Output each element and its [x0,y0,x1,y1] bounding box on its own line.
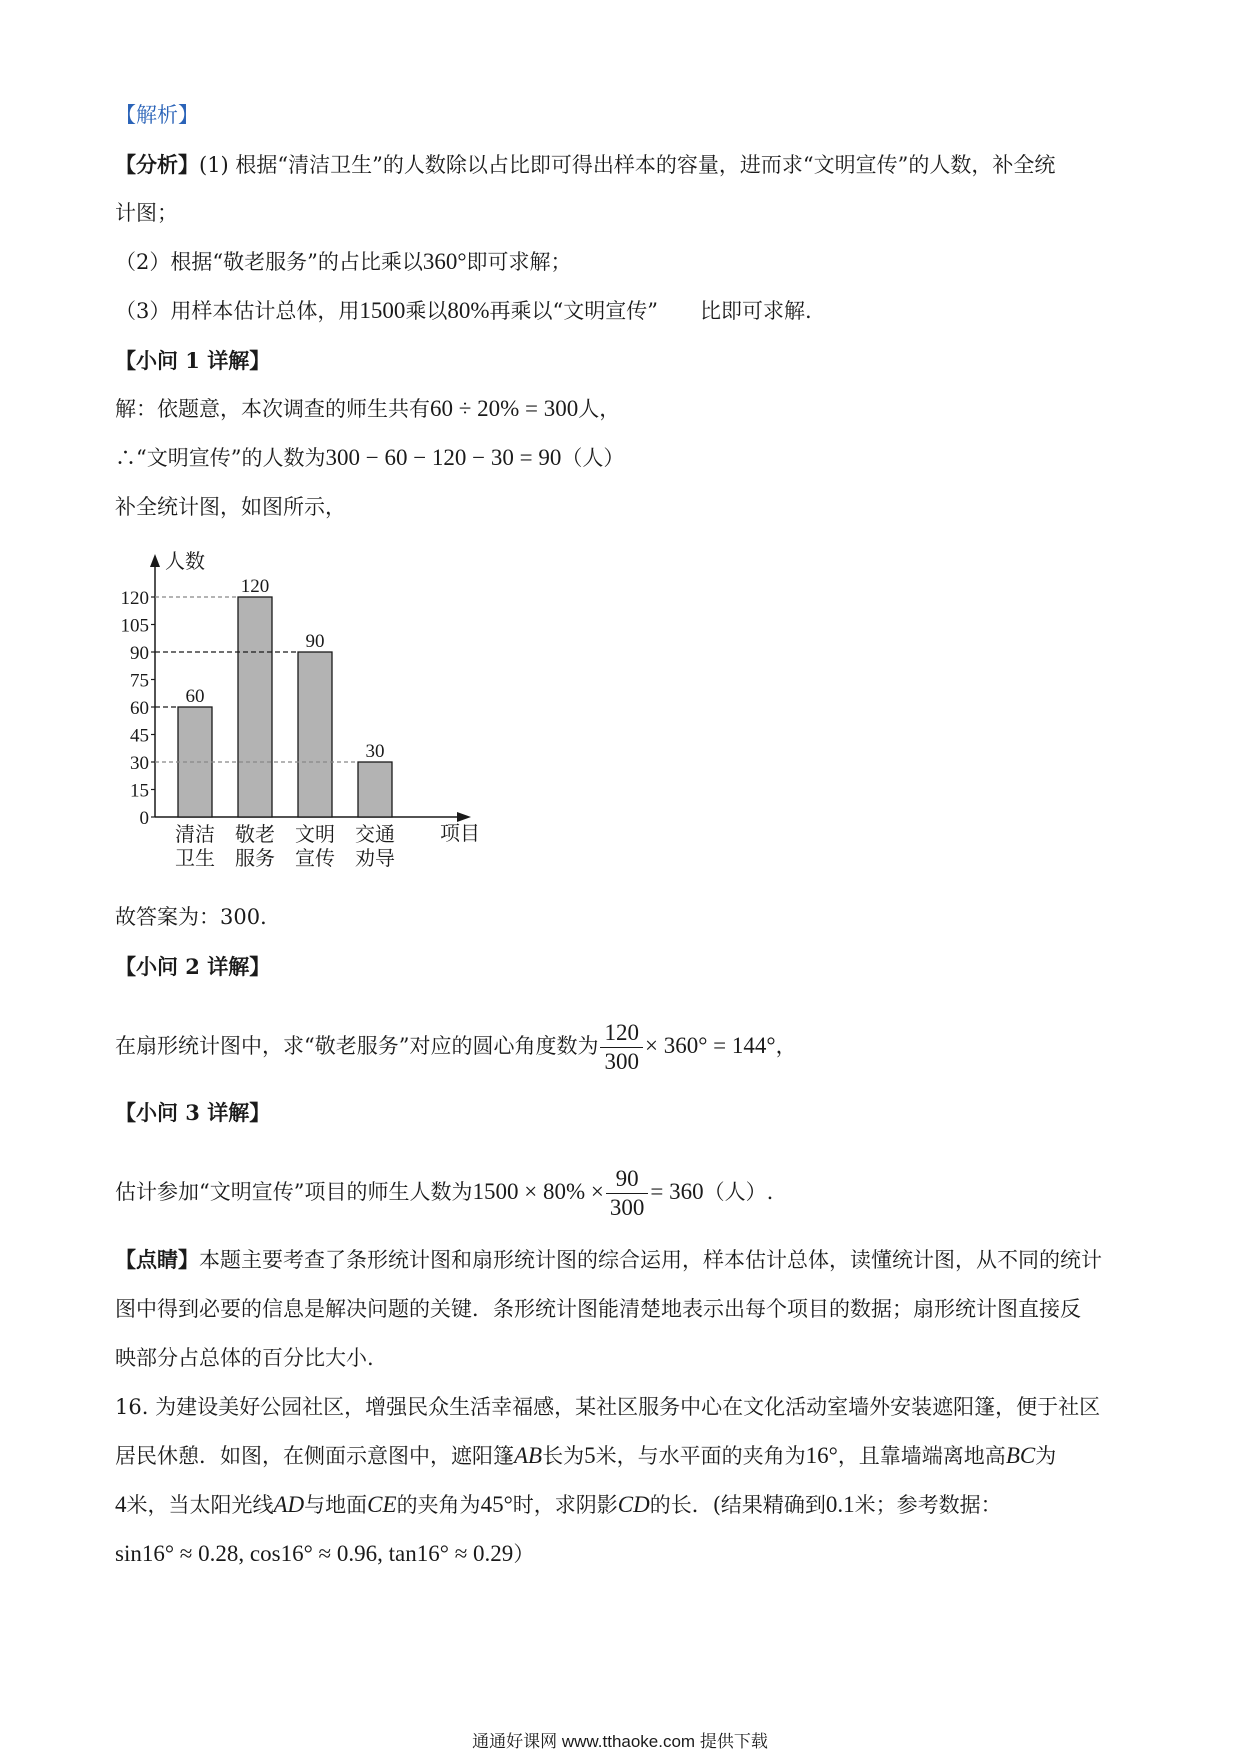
x-axis-label: 项目 [440,823,480,845]
p16-reference-data: sin16° ≈ 0.28, cos16° ≈ 0.96, tan16° ≈ 0.29 [115,1541,514,1566]
bar-value-label: 60 [185,686,205,707]
x-category-label: 劝导 [355,848,395,870]
x-category-label: 敬老 [235,824,275,846]
y-tick-label: 30 [130,753,149,774]
q2-fraction-numerator: 120 [600,1019,643,1048]
p16-text: 居民休憩．如图，在侧面示意图中，遮阳篷 [115,1444,514,1468]
footer-watermark: 通通好课网 www.tthaoke.com 提供下载 [472,1732,768,1751]
analysis-math-2: 360° [422,249,467,274]
p16-text: 为 [1035,1444,1057,1468]
analysis-text-3b: 乘以 [405,299,448,323]
p16-ab: AB [514,1443,543,1468]
problem-16-line-1: 16. 为建设美好公园社区，增强民众生活幸福感，某社区服务中心在文化活动室墙外安装遮阳篷，便于社区 [115,1395,1101,1419]
analysis-text-3c: 再乘以“文明宣传” 比即可求解. [489,299,812,323]
bar-value-label: 120 [240,576,270,597]
bar-chart [120,548,505,878]
problem-16-line-3 [115,1490,1002,1520]
problem-16-line-2 [115,1441,1056,1471]
comment-label: 【点睛】 [115,1247,199,1272]
q1-step-2-unit: （人） [561,446,625,470]
p16-math: 16° [805,1443,838,1468]
q1-step-2 [115,443,624,473]
q2-math: × 360° = 144° [644,1033,776,1058]
y-tick-label: 0 [139,808,149,829]
problem-16-line-4 [115,1539,534,1569]
q1-heading: 【小问 1 详解】 [115,348,271,373]
analysis-text-3a: （3）用样本估计总体，用 [115,299,360,323]
y-tick-label: 75 [130,670,149,692]
bar-value-label: 90 [305,631,325,652]
analysis-math-3a: 1500 [359,298,406,323]
p16-text: 时，求阴影 [512,1493,618,1517]
q1-step-1 [115,394,620,424]
analysis-paragraph-1 [115,150,1055,180]
p16-cd: CD [617,1492,650,1517]
q2-solution [115,1016,797,1076]
analysis-text-1: (1) 根据“清洁卫生”的人数除以占比即可得出样本的容量，进而求“文明宣传”的人数，补全统 [199,153,1056,177]
q3-unit: （人）. [703,1180,774,1204]
q1-step-3: 补全统计图，如图所示， [115,495,346,519]
q3-math-1: 1500 × 80% × [472,1179,604,1204]
q1-answer: 故答案为：300． [115,905,282,929]
comment-line-3: 映部分占总体的百分比大小. [115,1346,374,1370]
y-tick-label: 60 [130,698,149,719]
q3-heading: 【小问 3 详解】 [115,1100,271,1125]
p16-text: 的夹角为 [396,1493,481,1517]
q3-text: 估计参加“文明宣传”项目的师生人数为 [115,1180,473,1204]
p16-ce: CE [367,1492,397,1517]
y-tick-label: 105 [120,615,149,637]
analysis-text-2b: 即可求解； [466,250,572,274]
q3-fraction [606,1165,649,1222]
y-tick-label: 15 [130,780,149,802]
q1-step-2-text: ∴“文明宣传”的人数为 [115,446,326,470]
p16-text: 与地面 [304,1493,368,1517]
p16-math: 45° [480,1492,513,1517]
bar [298,652,332,817]
q1-step-1-math: 60 ÷ 20% = 300 [430,396,579,421]
p16-math: 0.1 [825,1492,855,1517]
p16-math: 4 [115,1492,127,1517]
p16-math: 5 [584,1443,596,1468]
analysis-label: 【分析】 [115,152,199,177]
q3-fraction-numerator: 90 [606,1165,649,1194]
q2-heading: 【小问 2 详解】 [115,954,271,979]
x-category-label: 服务 [235,848,275,870]
comment-text-1: 本题主要考查了条形统计图和扇形统计图的综合运用，样本估计总体，读懂统计图，从不同的统计 [199,1248,1102,1272]
y-axis-label: 人数 [165,551,205,573]
analysis-text-2a: （2）根据“敬老服务”的占比乘以 [115,250,423,274]
p16-text: 的长．(结果精确到 [649,1493,826,1517]
y-tick-label: 45 [130,725,149,747]
q1-step-2-math: 300 − 60 − 120 − 30 = 90 [325,445,562,470]
analysis-heading: 【解析】 [115,103,199,127]
p16-text: 长为 [542,1444,585,1468]
p16-text: ） [513,1542,535,1566]
q2-fraction-denominator: 300 [604,1049,639,1074]
q3-fraction-denominator: 300 [609,1195,645,1220]
q1-step-1-text: 解：依题意，本次调查的师生共有 [115,397,430,421]
q1-step-1-unit: 人， [578,397,621,421]
y-tick-label: 90 [130,643,149,664]
analysis-paragraph-1-cont: 计图； [115,201,178,225]
x-category-label: 清洁 [175,824,215,846]
p16-text: 米，与水平面的夹角为 [595,1444,806,1468]
x-axis-arrow [457,812,471,822]
q2-fraction [600,1019,643,1076]
bar [358,762,392,817]
q2-end: ， [775,1034,797,1058]
q3-math-2: = 360 [650,1179,704,1204]
x-category-label: 卫生 [175,848,215,870]
p16-ad: AD [273,1492,305,1517]
p16-text: 米，当太阳光线 [126,1493,274,1517]
p16-text: ，且靠墙端离地高 [837,1444,1006,1468]
analysis-paragraph-2 [115,247,572,277]
q3-solution [115,1162,773,1222]
comment-line-2: 图中得到必要的信息是解决问题的关键．条形统计图能清楚地表示出每个项目的数据；扇形统计图直接反 [115,1297,1081,1321]
analysis-math-3b: 80% [447,298,490,323]
p16-bc: BC [1005,1443,1036,1468]
q2-text: 在扇形统计图中，求“敬老服务”对应的圆心角度数为 [115,1034,599,1058]
p16-text: 米；参考数据： [854,1493,1002,1517]
x-category-label: 交通 [355,824,395,846]
analysis-paragraph-3 [115,296,812,326]
y-axis-arrow [150,554,160,567]
bar-value-label: 30 [365,741,385,762]
y-tick-label: 120 [120,588,149,609]
comment-line-1 [115,1245,1102,1275]
x-category-label: 宣传 [295,848,335,870]
bar [238,597,272,817]
x-category-label: 文明 [295,824,335,846]
